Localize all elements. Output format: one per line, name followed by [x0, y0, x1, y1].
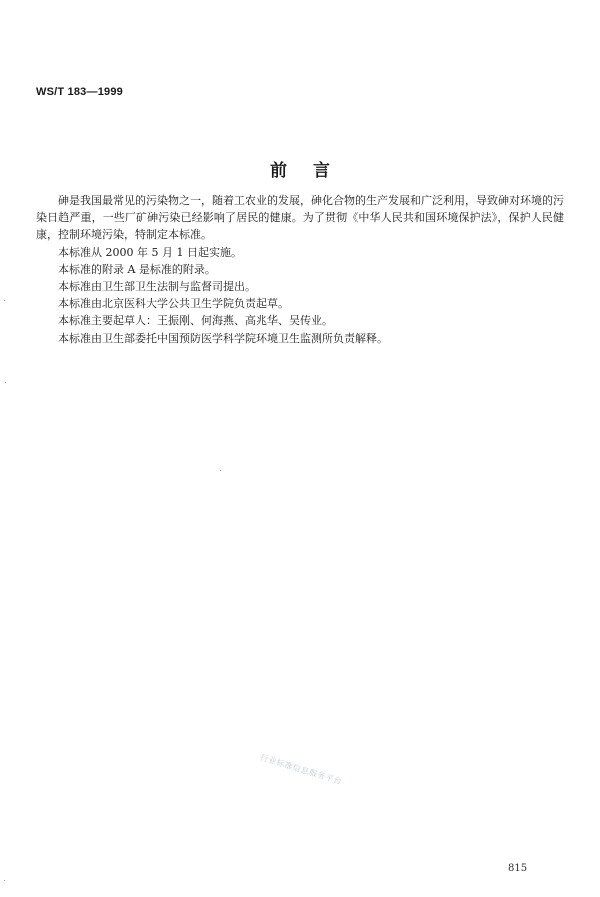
foreword-body — [36, 192, 564, 347]
watermark-text: 行业标准信息服务平台 — [259, 752, 343, 787]
paragraph-intro: 砷是我国最常见的污染物之一，随着工农业的发展，砷化合物的生产发展和广泛利用，导致砷对环境的污染日趋严重，一些厂矿砷污染已经影响了居民的健康。为了贯彻《中华人民共和国环境保护法》，保护人民健康，控制环境污染，特制定本标准。 — [36, 194, 564, 242]
paragraph-effective-date: 本标准从 2000 年 5 月 1 日起实施。 — [58, 245, 242, 259]
page-title: 前言 — [270, 161, 356, 181]
paragraph-interpretation: 本标准由卫生部委托中国预防医学科学院环境卫生监测所负责解释。 — [58, 331, 388, 345]
paragraph-drafters: 本标准主要起草人：王振刚、何海燕、高兆华、吴传业。 — [58, 314, 333, 328]
paragraph-proposer: 本标准由卫生部卫生法制与监督司提出。 — [58, 280, 256, 294]
paragraph-drafter-org: 本标准由北京医科大学公共卫生学院负责起草。 — [58, 297, 289, 311]
page-number: 815 — [508, 863, 528, 874]
standard-code: WS/T 183—1999 — [36, 86, 123, 98]
paragraph-appendix: 本标准的附录 A 是标准的附录。 — [58, 262, 216, 276]
